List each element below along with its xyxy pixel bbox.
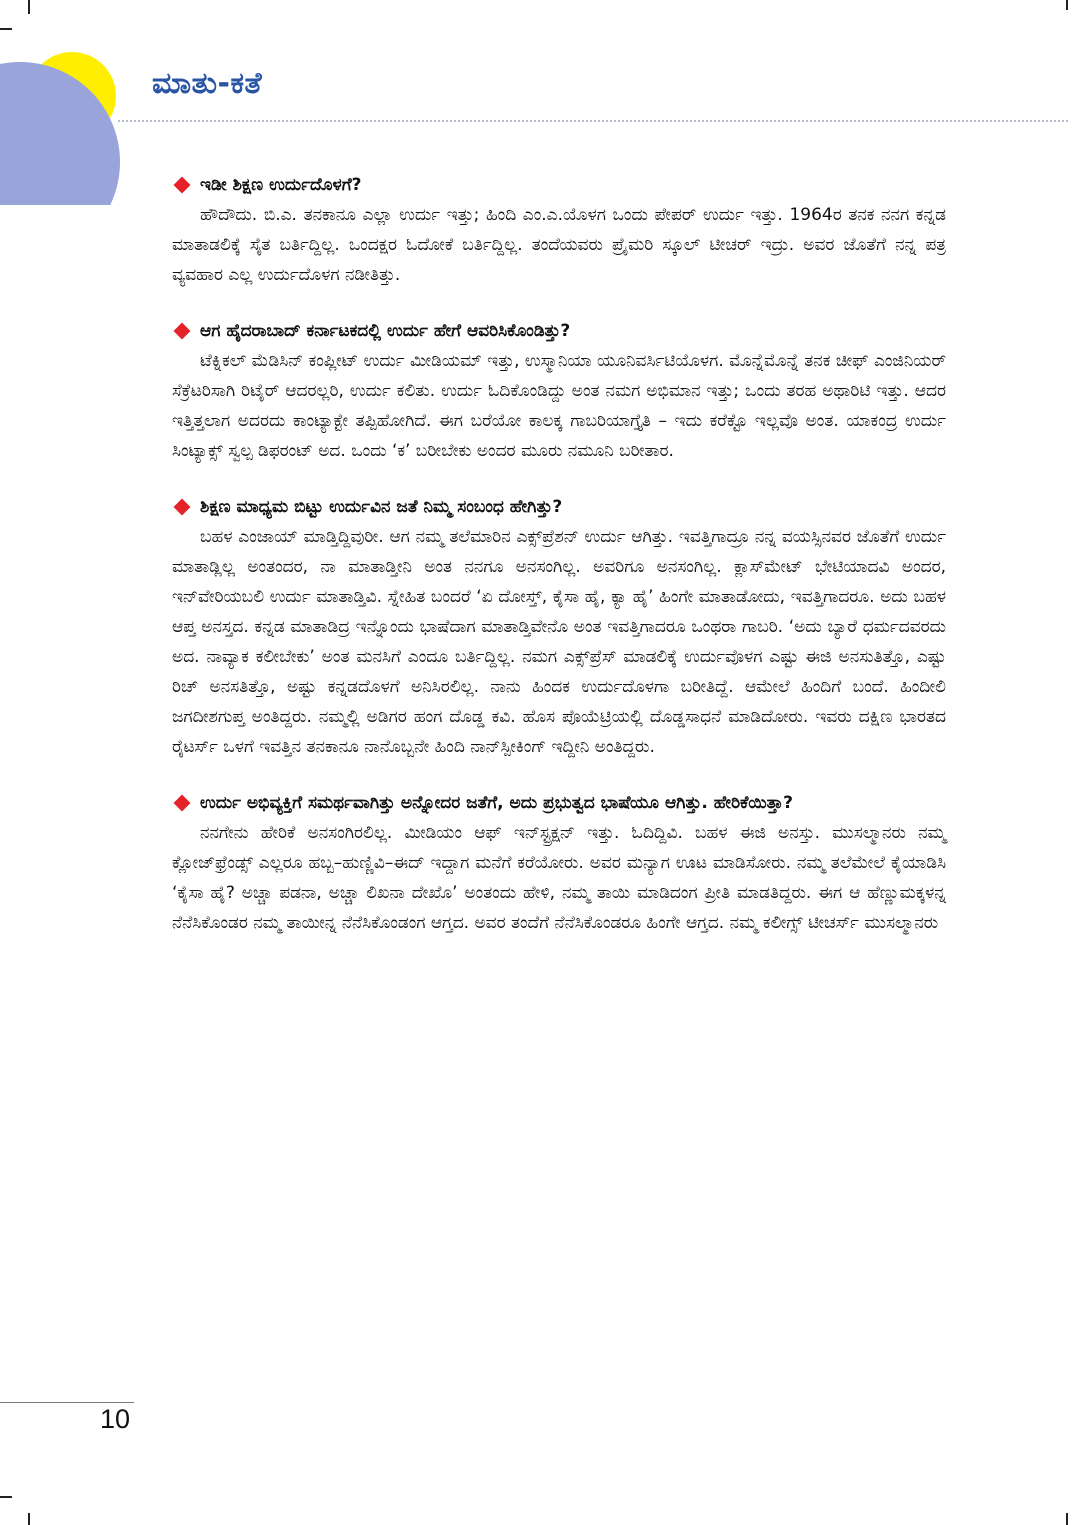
qa-section-3 [172, 492, 946, 762]
article-body [172, 170, 946, 964]
question-1-text: ಇಡೀ ಶಿಕ್ಷಣ ಉರ್ದುದೊಳಗೆ? [200, 175, 362, 195]
title-dotted-divider [118, 120, 1068, 122]
question-2-text: ಆಗ ಹೈದರಾಬಾದ್ ಕರ್ನಾಟಕದಲ್ಲಿ ಉರ್ದು ಹೇಗೆ ಆವರಿಸಿಕೊಂಡಿತ್ತು? [200, 321, 571, 341]
qa-section-2 [172, 316, 946, 466]
answer-4: ನನಗೇನು ಹೇರಿಕೆ ಅನಸಂಗಿರಲಿಲ್ಲ. ಮೀಡಿಯಂ ಆಫ್ ಇನ್‌ಸ್ಟ್ರಕ್ಷನ್ ಇತ್ತು. ಓದಿದ್ದಿವಿ. ಬಹಳ ಈಜಿ ಅನಸ್ತು. ಮುಸಲ್ಮಾನರು ನಮ್ಮ ಕ್ಲೋಜ್‌ಫ್ರೆಂಡ್ಸ್ ಎಲ್ಲರೂ ಹಬ್ಬ–ಹುಣ್ಣಿವಿ–ಈದ್ ಇದ್ದಾಗ ಮನೆಗೆ ಕರೆಯೋರು. ಅವರ ಮನ್ಯಾಗ ಊಟ ಮಾಡಿಸೋರು. ನಮ್ಮ ತಲೆಮೇಲೆ ಕೈಯಾಡಿಸಿ ‘ಕೈಸಾ ಹೈ? ಅಚ್ಚಾ ಪಡನಾ, ಅಚ್ಚಾ ಲಿಖನಾ ದೇಖೊ’ ಅಂತಂದು ಹೇಳಿ, ನಮ್ಮ ತಾಯಿ ಮಾಡಿದಂಗ ಪ್ರೀತಿ ಮಾಡತಿದ್ದರು. ಈಗ ಆ ಹೆಣ್ಣುಮಕ್ಕಳನ್ನ ನೆನೆಸಿಕೊಂಡರ ನಮ್ಮ ತಾಯೀನ್ನ ನೆನೆಸಿಕೊಂಡಂಗ ಆಗ್ತದ. ಅವರ ತಂದೆಗೆ ನೆನೆಸಿಕೊಂಡರೂ ಹಿಂಗೇ ಆಗ್ತದ. ನಮ್ಮ ಕಲೀಗ್ಸ್ ಟೀಚರ್ಸ್ ಮುಸಲ್ಮಾನರು [172, 823, 946, 933]
crop-mark-left-lower [0, 1496, 12, 1498]
page-number-rule [0, 1402, 134, 1403]
question-3-text: ಶಿಕ್ಷಣ ಮಾಧ್ಯಮ ಬಿಟ್ಟು ಉರ್ದುವಿನ ಜತೆ ನಿಮ್ಮ ಸಂಬಂಧ ಹೇಗಿತ್ತು? [200, 497, 563, 517]
crop-mark-left-upper [0, 28, 12, 30]
red-diamond-bullet-icon [174, 177, 191, 194]
page-title: ಮಾತು-ಕತೆ [152, 66, 263, 101]
qa-section-1 [172, 170, 946, 290]
question-3 [172, 492, 946, 522]
decorative-mask [0, 205, 140, 285]
page-number: 10 [100, 1404, 131, 1434]
crop-mark-top-right [1066, 0, 1068, 10]
question-2 [172, 316, 946, 346]
question-4 [172, 788, 946, 818]
red-diamond-bullet-icon [174, 323, 191, 340]
red-diamond-bullet-icon [174, 795, 191, 812]
answer-3: ಬಹಳ ಎಂಜಾಯ್ ಮಾಡ್ತಿದ್ದಿವುರೀ. ಆಗ ನಮ್ಮ ತಲೆಮಾರಿನ ಎಕ್ಸ್‌ಪ್ರೆಶನ್ ಉರ್ದು ಆಗಿತ್ತು. ಇವತ್ತಿಗಾದ್ರೂ ನನ್ನ ವಯಸ್ಸಿನವರ ಜೊತೆಗೆ ಉರ್ದು ಮಾತಾಡ್ಲಿಲ್ಲ ಅಂತಂದರ, ನಾ ಮಾತಾಡ್ತೀನಿ ಅಂತ ನನಗೂ ಅನಸಂಗಿಲ್ಲ. ಅವರಿಗೂ ಅನಸಂಗಿಲ್ಲ. ಕ್ಲಾಸ್‌ಮೇಟ್ ಭೇಟಿಯಾದವಿ ಅಂದರ, ಇನ್‌ವೇರಿಯಬಲಿ ಉರ್ದು ಮಾತಾಡ್ತಿವಿ. ಸ್ನೇಹಿತ ಬಂದರೆ ‘ಏ ದೋಸ್ತ್, ಕೈಸಾ ಹೈ, ಕ್ಯಾ ಹೈ’ ಹಿಂಗೇ ಮಾತಾಡೋದು, ಇವತ್ತಿಗಾದರೂ. ಅದು ಬಹಳ ಆಪ್ತ ಅನಸ್ತದ. ಕನ್ನಡ ಮಾತಾಡಿದ್ರ ಇನ್ನೊಂದು ಭಾಷೆದಾಗ ಮಾತಾಡ್ತಿವೇನೊ ಅಂತ ಇವತ್ತಿಗಾದರೂ ಒಂಥರಾ ಗಾಬರಿ. ‘ಅದು ಬ್ಯಾರೆ ಧರ್ಮದವರದು ಅದ. ನಾವ್ಯಾಕ ಕಲೀಬೇಕು’ ಅಂತ ಮನಸಿಗೆ ಎಂದೂ ಬರ್ತಿದ್ದಿಲ್ಲ. ನಮಗ ಎಕ್ಸ್‌ಪ್ರೆಸ್ ಮಾಡಲಿಕ್ಕೆ ಉರ್ದುವೊಳಗ ಎಷ್ಟು ಈಜಿ ಅನಸುತಿತ್ತೊ, ಎಷ್ಟು ರಿಚ್ ಅನಸತಿತ್ತೊ, ಅಷ್ಟು ಕನ್ನಡದೊಳಗೆ ಅನಿಸಿರಲಿಲ್ಲ. ನಾನು ಹಿಂದಕ ಉರ್ದುದೊಳಗಾ ಬರೀತಿದ್ದೆ. ಆಮೇಲೆ ಹಿಂದಿಗೆ ಬಂದೆ. ಹಿಂದೀಲಿ ಜಗದೀಶಗುಪ್ತ ಅಂತಿದ್ದರು. ನಮ್ಮಲ್ಲಿ ಅಡಿಗರ ಹಂಗ ದೊಡ್ಡ ಕವಿ. ಹೊಸ ಪೊಯೆಟ್ರಿಯಲ್ಲಿ ದೊಡ್ಡಸಾಧನೆ ಮಾಡಿದೋರು. ಇವರು ದಕ್ಷಿಣ ಭಾರತದ ರೈಟರ್ಸ್ ಒಳಗೆ ಇವತ್ತಿನ ತನಕಾನೂ ನಾನೊಬ್ಬನೇ ಹಿಂದಿ ನಾನ್‌ಸ್ಪೀಕಿಂಗ್ ಇದ್ದೀನಿ ಅಂತಿದ್ದರು. [172, 527, 946, 757]
question-1 [172, 170, 946, 200]
crop-mark-top-left [28, 0, 30, 14]
qa-section-4 [172, 788, 946, 938]
question-4-text: ಉರ್ದು ಅಭಿವ್ಯಕ್ತಿಗೆ ಸಮರ್ಥವಾಗಿತ್ತು ಅನ್ನೋದರ ಜತೆಗೆ, ಅದು ಪ್ರಭುತ್ವದ ಭಾಷೆಯೂ ಆಗಿತ್ತು. ಹೇರಿಕೆಯಿತ್ತಾ? [200, 793, 793, 813]
red-diamond-bullet-icon [174, 499, 191, 516]
crop-mark-bottom-right [1066, 1513, 1068, 1525]
answer-2: ಟೆಕ್ನಿಕಲ್ ಮೆಡಿಸಿನ್ ಕಂಪ್ಲೀಟ್ ಉರ್ದು ಮೀಡಿಯಮ್ ಇತ್ತು, ಉಸ್ಮಾನಿಯಾ ಯೂನಿವರ್ಸಿಟಿಯೊಳಗ. ಮೊನ್ನೆಮೊನ್ನೆ ತನಕ ಚೀಫ್ ಎಂಜಿನಿಯರ್ ಸೆಕ್ರೆಟರಿಸಾಗಿ ರಿಟೈರ್ ಆದರಲ್ಲರಿ, ಉರ್ದು ಕಲಿತು. ಉರ್ದು ಓದಿಕೊಂಡಿದ್ದು ಅಂತ ನಮಗ ಅಭಿಮಾನ ಇತ್ತು; ಒಂದು ತರಹ ಅಥಾರಿಟಿ ಇತ್ತು. ಆದರ ಇತ್ತಿತ್ತಲಾಗ ಅದರದು ಕಾಂಟ್ಯಾಕ್ಟೇ ತಪ್ಪಿಹೋಗಿದೆ. ಈಗ ಬರೆಯೋ ಕಾಲಕ್ಕ ಗಾಬರಿಯಾಗ್ತೈತಿ – ಇದು ಕರೆಕ್ಟೊ ಇಲ್ಲವೊ ಅಂತ. ಯಾಕಂದ್ರ ಉರ್ದು ಸಿಂಟ್ಯಾಕ್ಸ್ ಸ್ವಲ್ಪ ಡಿಫರಂಟ್ ಅದ. ಒಂದು ‘ಕ’ ಬರೀಬೇಕು ಅಂದರ ಮೂರು ನಮೂನಿ ಬರೀತಾರ. [172, 351, 946, 461]
crop-mark-bottom-left [28, 1513, 30, 1525]
answer-1: ಹೌದೌದು. ಬಿ.ಎ. ತನಕಾನೂ ಎಲ್ಲಾ ಉರ್ದು ಇತ್ತು; ಹಿಂದಿ ಎಂ.ಎ.ಯೊಳಗ ಒಂದು ಪೇಪರ್ ಉರ್ದು ಇತ್ತು. 1964ರ ತನಕ ನನಗ ಕನ್ನಡ ಮಾತಾಡಲಿಕ್ಕೆ ಸೈತ ಬರ್ತಿದ್ದಿಲ್ಲ. ಒಂದಕ್ಷರ ಓದೋಕೆ ಬರ್ತಿದ್ದಿಲ್ಲ. ತಂದೆಯವರು ಪ್ರೈಮರಿ ಸ್ಕೂಲ್ ಟೀಚರ್ ಇದ್ರು. ಅವರ ಜೊತೆಗೆ ನನ್ನ ಪತ್ರ ವ್ಯವಹಾರ ಎಲ್ಲ ಉರ್ದುದೊಳಗ ನಡೀತಿತ್ತು. [172, 205, 946, 285]
